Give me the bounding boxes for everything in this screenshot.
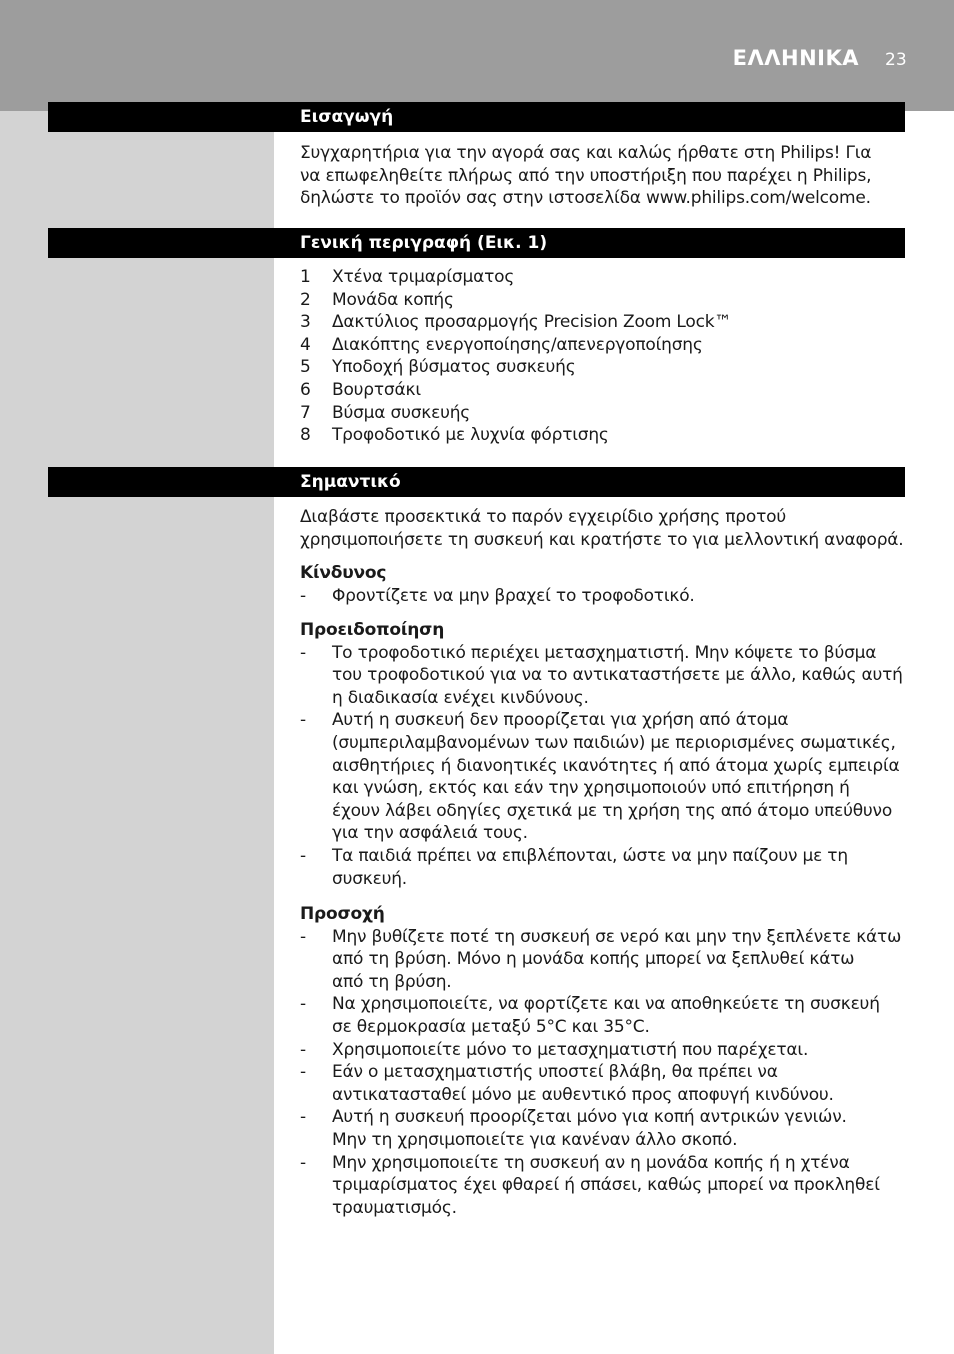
dash-marker: -	[300, 710, 306, 731]
section-title-intro: Εισαγωγή	[300, 107, 394, 127]
caution-heading: Προσοχή	[300, 904, 385, 924]
text-line: Εάν ο μετασχηματιστής υποστεί βλάβη, θα πρέπει να	[332, 1062, 778, 1083]
list-item	[300, 356, 906, 379]
item-number: 8	[300, 425, 311, 446]
text-line: Μην τη χρησιμοποιείτε για κανέναν άλλο σκοπό.	[332, 1129, 738, 1150]
left-margin-column	[0, 111, 274, 1354]
dash-marker: -	[300, 926, 306, 947]
warning-heading: Προειδοποίηση	[300, 620, 445, 640]
list-item	[300, 266, 906, 289]
text-line: τραυματισμός.	[332, 1197, 457, 1218]
list-item	[300, 1106, 906, 1151]
list-item	[300, 334, 906, 357]
dash-marker: -	[300, 1107, 306, 1128]
list-item	[300, 1152, 906, 1220]
text-line: (συμπεριλαμβανομένων των παιδιών) με περιορισμένες σωματικές,	[332, 732, 896, 753]
list-item	[300, 845, 906, 890]
section-title-important: Σημαντικό	[300, 472, 401, 492]
warning-block	[300, 619, 906, 890]
text-line: Τα παιδιά πρέπει να επιβλέπονται, ώστε να μην παίζουν με τη	[332, 845, 848, 866]
text-line: από τη βρύση. Μόνο η μονάδα κοπής μπορεί να ξεπλυθεί κάτω	[332, 949, 855, 970]
text-line: Φροντίζετε να μην βραχεί το τροφοδοτικό.	[332, 585, 695, 606]
text-line: Το τροφοδοτικό περιέχει μετασχηματιστή. Μην κόψετε το βύσμα	[332, 642, 877, 663]
list-item	[300, 709, 906, 845]
text-line: αισθητήριες ή διανοητικές ικανότητες ή από άτομα χωρίς εμπειρία	[332, 755, 900, 776]
page-number: 23	[885, 50, 907, 70]
list-item	[300, 289, 906, 312]
item-number: 6	[300, 379, 311, 400]
text-line: του τροφοδοτικού για να το αντικαταστήσετε με άλλο, καθώς αυτή	[332, 665, 903, 686]
text-line: δηλώστε το προϊόν σας στην ιστοσελίδα www.philips.com/welcome.	[300, 188, 871, 209]
item-text: Χτένα τριμαρίσματος	[332, 267, 515, 287]
dash-marker: -	[300, 994, 306, 1015]
text-line: Να χρησιμοποιείτε, να φορτίζετε και να αποθηκεύετε τη συσκευή	[332, 994, 880, 1015]
dash-marker: -	[300, 845, 306, 866]
item-text: Διακόπτης ενεργοποίησης/απενεργοποίησης	[332, 334, 703, 355]
item-number: 7	[300, 402, 311, 423]
text-line: να επωφεληθείτε πλήρως από την υποστήριξη που παρέχει η Philips,	[300, 165, 872, 186]
dash-marker: -	[300, 1039, 306, 1060]
text-line: από τη βρύση.	[332, 971, 452, 992]
item-text: Μονάδα κοπής	[332, 289, 454, 310]
text-line: Μην βυθίζετε ποτέ τη συσκευή σε νερό και μην την ξεπλένετε κάτω	[332, 926, 902, 947]
section-bar-important	[48, 467, 905, 497]
list-item	[300, 993, 906, 1038]
text-line: και γνώση, εκτός και εάν την χρησιμοποιούν υπό επιτήρηση ή	[332, 778, 850, 799]
item-text: Τροφοδοτικό με λυχνία φόρτισης	[332, 425, 609, 446]
item-number: 3	[300, 312, 311, 333]
list-item	[300, 311, 906, 334]
text-line: Αυτή η συσκευή προορίζεται μόνο για κοπή αντρικών γενιών.	[332, 1107, 847, 1128]
text-line: Συγχαρητήρια για την αγορά σας και καλώς ήρθατε στη Philips! Για	[300, 143, 872, 163]
text-line: η διαδικασία ενέχει κινδύνους.	[332, 687, 589, 708]
dash-marker: -	[300, 585, 306, 606]
text-line: έχουν λάβει οδηγίες σχετικά με τη χρήση της από άτομο υπεύθυνο	[332, 800, 893, 821]
danger-block	[300, 562, 906, 607]
list-item	[300, 424, 906, 447]
intro-paragraph	[300, 142, 906, 210]
text-line: χρησιμοποιήσετε τη συσκευή και κρατήστε το για μελλοντική αναφορά.	[300, 529, 904, 550]
list-item	[300, 379, 906, 402]
list-item	[300, 1061, 906, 1106]
caution-block	[300, 903, 906, 1219]
list-item	[300, 585, 906, 608]
dash-marker: -	[300, 1062, 306, 1083]
item-number: 4	[300, 334, 311, 355]
text-line: συσκευή.	[332, 868, 408, 889]
text-line: Αυτή η συσκευή δεν προορίζεται για χρήση από άτομα	[332, 710, 789, 731]
parts-list	[300, 266, 906, 447]
dash-marker: -	[300, 642, 306, 663]
section-bar-general	[48, 228, 905, 258]
item-text: Βύσμα συσκευής	[332, 402, 471, 423]
text-line: Χρησιμοποιείτε μόνο το μετασχηματιστή που παρέχεται.	[332, 1039, 809, 1060]
section-title-general: Γενική περιγραφή (Εικ. 1)	[300, 233, 548, 253]
text-line: Μην χρησιμοποιείτε τη συσκευή αν η μονάδα κοπής ή η χτένα	[332, 1152, 850, 1173]
list-item	[300, 1039, 906, 1062]
section-bar-intro	[48, 102, 905, 132]
item-text: Δακτύλιος προσαρμογής Precision Zoom Lock™	[332, 312, 732, 333]
item-number: 2	[300, 289, 311, 310]
text-line: σε θερμοκρασία μεταξύ 5°C και 35°C.	[332, 1016, 650, 1037]
item-text: Υποδοχή βύσματος συσκευής	[332, 357, 576, 378]
item-number: 5	[300, 357, 311, 378]
language-label: ΕΛΛΗΝΙΚΑ	[732, 46, 859, 70]
list-item	[300, 642, 906, 710]
item-number: 1	[300, 267, 311, 287]
text-line: για την ασφάλειά τους.	[332, 823, 528, 844]
list-item	[300, 926, 906, 994]
danger-heading: Κίνδυνος	[300, 563, 387, 583]
text-line: Διαβάστε προσεκτικά το παρόν εγχειρίδιο χρήσης προτού	[300, 507, 786, 527]
text-line: τριμαρίσματος έχει φθαρεί ή σπάσει, καθώς μπορεί να προκληθεί	[332, 1175, 880, 1196]
dash-marker: -	[300, 1152, 306, 1173]
list-item	[300, 402, 906, 425]
text-line: αντικατασταθεί μόνο με αυθεντικό προς αποφυγή κινδύνου.	[332, 1084, 834, 1105]
important-intro	[300, 506, 906, 551]
item-text: Βουρτσάκι	[332, 379, 421, 400]
